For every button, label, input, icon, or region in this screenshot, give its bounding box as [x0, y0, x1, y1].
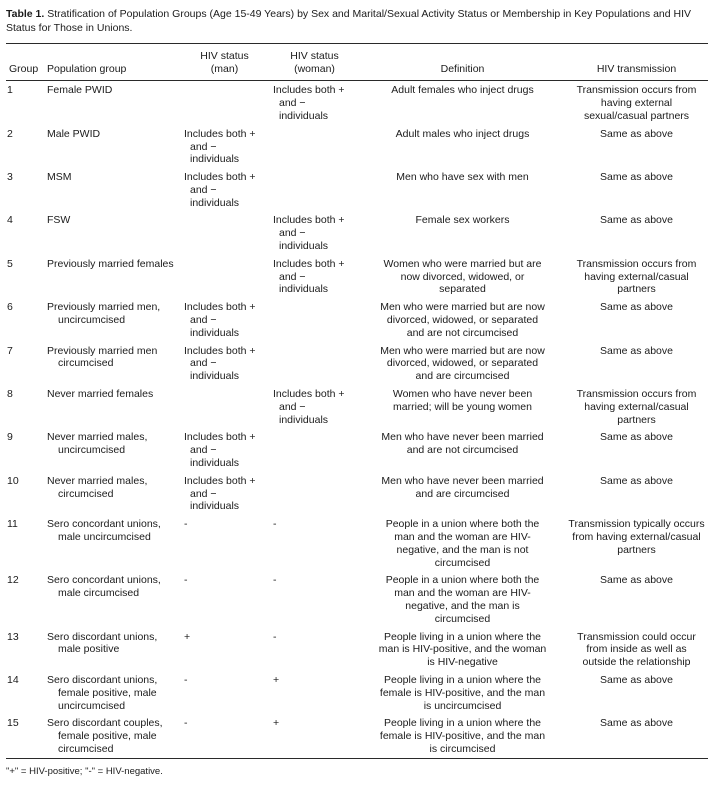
cell-group-number: 11	[7, 518, 18, 531]
table-row	[6, 714, 708, 758]
cell-hiv-transmission: Same as above	[600, 431, 673, 444]
column-header-population-group: Population group	[44, 43, 180, 81]
cell-population-group: Never married females	[47, 388, 154, 401]
cell-hiv-status-woman	[269, 125, 360, 168]
cell-definition: Men who have never been married and are circumcised	[381, 474, 544, 500]
cell-population-group: Sero concordant unions, male circumcised	[47, 574, 161, 600]
cell-hiv-status-woman	[269, 342, 360, 385]
cell-definition: People in a union where both the man and the woman are HIV-negative, and the man is circumcised	[385, 574, 540, 625]
cell-hiv-status-man: Includes both + and − individuals	[184, 344, 256, 383]
column-header-hiv-status-man: HIV status (man)	[180, 43, 269, 81]
table-caption	[6, 8, 708, 36]
cell-definition: Women who were married but are now divorced, widowed, or separated	[383, 257, 542, 296]
cell-population-group: Sero discordant unions, male positive	[47, 630, 158, 656]
footnote: "+" = HIV-positive; "-" = HIV-negative.	[6, 765, 163, 777]
cell-definition: People living in a union where the female is HIV-positive, and the man is circumcised	[379, 717, 546, 755]
cell-hiv-transmission: Same as above	[600, 127, 673, 140]
cell-definition: People living in a union where the female is HIV-positive, and the man is uncircumcised	[379, 673, 546, 712]
cell-hiv-status-man: Includes both + and − individuals	[184, 431, 256, 470]
stratification-table	[6, 43, 708, 759]
cell-population-group: Previously married females	[47, 257, 174, 270]
cell-group-number: 5	[7, 257, 13, 270]
table-body	[6, 81, 708, 758]
cell-definition: Female sex workers	[415, 214, 510, 227]
cell-group-number: 10	[7, 474, 19, 487]
cell-hiv-status-man	[180, 81, 269, 125]
table-row	[6, 211, 708, 254]
cell-hiv-status-woman: Includes both + and − individuals	[273, 84, 345, 122]
cell-definition: Adult males who inject drugs	[395, 127, 530, 140]
cell-hiv-status-man: Includes both + and − individuals	[184, 474, 256, 513]
cell-definition: Men who were married but are now divorced, widowed, or separated and are circumcised	[380, 344, 545, 383]
cell-hiv-status-woman: -	[273, 574, 277, 587]
cell-hiv-status-woman	[269, 472, 360, 515]
cell-group-number: 6	[7, 301, 13, 314]
cell-population-group: Sero discordant unions, female positive, male uncircumcised	[47, 673, 158, 712]
cell-group-number: 2	[7, 127, 13, 140]
cell-hiv-transmission: Same as above	[600, 474, 673, 487]
cell-hiv-status-man: -	[184, 673, 188, 686]
cell-group-number: 12	[7, 574, 19, 587]
cell-hiv-transmission: Same as above	[600, 673, 673, 686]
cell-hiv-status-woman: +	[273, 717, 280, 730]
cell-hiv-transmission: Transmission occurs from having external/casual partners	[576, 257, 697, 296]
table-row	[6, 125, 708, 168]
cell-hiv-transmission: Transmission occurs from having external/casual partners	[576, 388, 697, 426]
cell-hiv-transmission: Transmission occurs from having external sexual/casual partners	[576, 84, 697, 122]
cell-group-number: 9	[7, 431, 13, 444]
cell-population-group: MSM	[47, 171, 72, 184]
column-header-hiv-transmission: HIV transmission	[565, 43, 708, 81]
cell-group-number: 7	[7, 344, 13, 357]
cell-group-number: 4	[7, 214, 13, 227]
cell-group-number: 8	[7, 388, 13, 401]
table-row	[6, 428, 708, 471]
cell-hiv-transmission: Same as above	[600, 717, 673, 730]
cell-hiv-status-man	[180, 211, 269, 254]
cell-hiv-transmission: Same as above	[600, 301, 673, 314]
cell-group-number: 14	[7, 673, 19, 686]
cell-hiv-status-man	[180, 255, 269, 298]
cell-definition: Adult females who inject drugs	[391, 84, 534, 97]
cell-hiv-status-man: +	[184, 630, 191, 643]
column-header-group: Group	[6, 43, 44, 81]
cell-hiv-status-woman: Includes both + and − individuals	[273, 214, 345, 253]
cell-hiv-status-woman: Includes both + and − individuals	[273, 257, 345, 296]
table-row	[6, 671, 708, 714]
cell-hiv-status-man: Includes both + and − individuals	[184, 301, 256, 339]
cell-population-group: Previously married men, uncircumcised	[47, 301, 161, 327]
cell-hiv-transmission: Same as above	[600, 344, 673, 357]
cell-hiv-transmission: Same as above	[600, 574, 673, 587]
cell-hiv-transmission: Same as above	[600, 214, 673, 227]
table-row	[6, 385, 708, 428]
cell-definition: People living in a union where the man is HIV-positive, and the woman is HIV-negative	[378, 630, 547, 669]
cell-hiv-status-man: -	[184, 518, 188, 531]
table-row	[6, 81, 708, 125]
cell-population-group: Female PWID	[47, 84, 113, 97]
cell-hiv-status-woman	[269, 428, 360, 471]
table-row	[6, 342, 708, 385]
cell-group-number: 3	[7, 171, 13, 184]
table-row	[6, 168, 708, 211]
cell-group-number: 1	[7, 84, 13, 97]
cell-hiv-status-man: -	[184, 574, 188, 587]
column-header-hiv-status-woman: HIV status (woman)	[269, 43, 360, 81]
cell-hiv-status-woman: Includes both + and − individuals	[273, 388, 345, 426]
table-title: Stratification of Population Groups (Age 15-49 Years) by Sex and Marital/Sexual Activity Status or Membership in Key Populations and HIV Status for Those in Unions.	[6, 8, 692, 34]
cell-hiv-status-man	[180, 385, 269, 428]
cell-hiv-status-woman	[269, 298, 360, 341]
cell-definition: Women who have never been married; will be young women	[392, 388, 533, 413]
cell-hiv-status-woman: +	[273, 673, 280, 686]
cell-hiv-status-woman: -	[273, 630, 277, 643]
table-row	[6, 571, 708, 627]
table-row	[6, 298, 708, 341]
cell-hiv-status-woman: -	[273, 518, 277, 531]
cell-population-group: FSW	[47, 214, 71, 227]
cell-hiv-status-man: Includes both + and − individuals	[184, 171, 256, 209]
column-header-definition: Definition	[360, 43, 565, 81]
cell-hiv-transmission: Transmission typically occurs from having external/casual partners	[568, 518, 705, 556]
table-label: Table 1.	[6, 8, 45, 20]
cell-group-number: 13	[7, 630, 19, 643]
table-row	[6, 255, 708, 298]
table-row	[6, 628, 708, 671]
cell-hiv-transmission: Same as above	[600, 171, 673, 184]
cell-hiv-transmission: Transmission could occur from inside as well as outside the relationship	[577, 630, 696, 669]
cell-hiv-status-man: Includes both + and − individuals	[184, 127, 256, 166]
header-row	[6, 43, 708, 81]
table-row	[6, 515, 708, 571]
cell-population-group: Never married males, uncircumcised	[47, 431, 148, 457]
cell-hiv-status-woman	[269, 168, 360, 211]
cell-definition: Men who have sex with men	[396, 171, 529, 184]
cell-definition: Men who have never been married and are not circumcised	[381, 431, 544, 457]
cell-definition: People in a union where both the man and the woman are HIV-negative, and the man is not circumcised	[385, 518, 540, 569]
cell-population-group: Sero concordant unions, male uncircumcised	[47, 518, 161, 544]
cell-population-group: Male PWID	[47, 127, 101, 140]
cell-group-number: 15	[7, 717, 19, 730]
cell-hiv-status-man: -	[184, 717, 188, 730]
cell-population-group: Sero discordant couples, female positive, male circumcised	[47, 717, 163, 755]
cell-definition: Men who were married but are now divorced, widowed, or separated and are not circumcised	[380, 301, 545, 339]
cell-population-group: Never married males, circumcised	[47, 474, 148, 500]
cell-population-group: Previously married men circumcised	[47, 344, 158, 370]
table-row	[6, 472, 708, 515]
